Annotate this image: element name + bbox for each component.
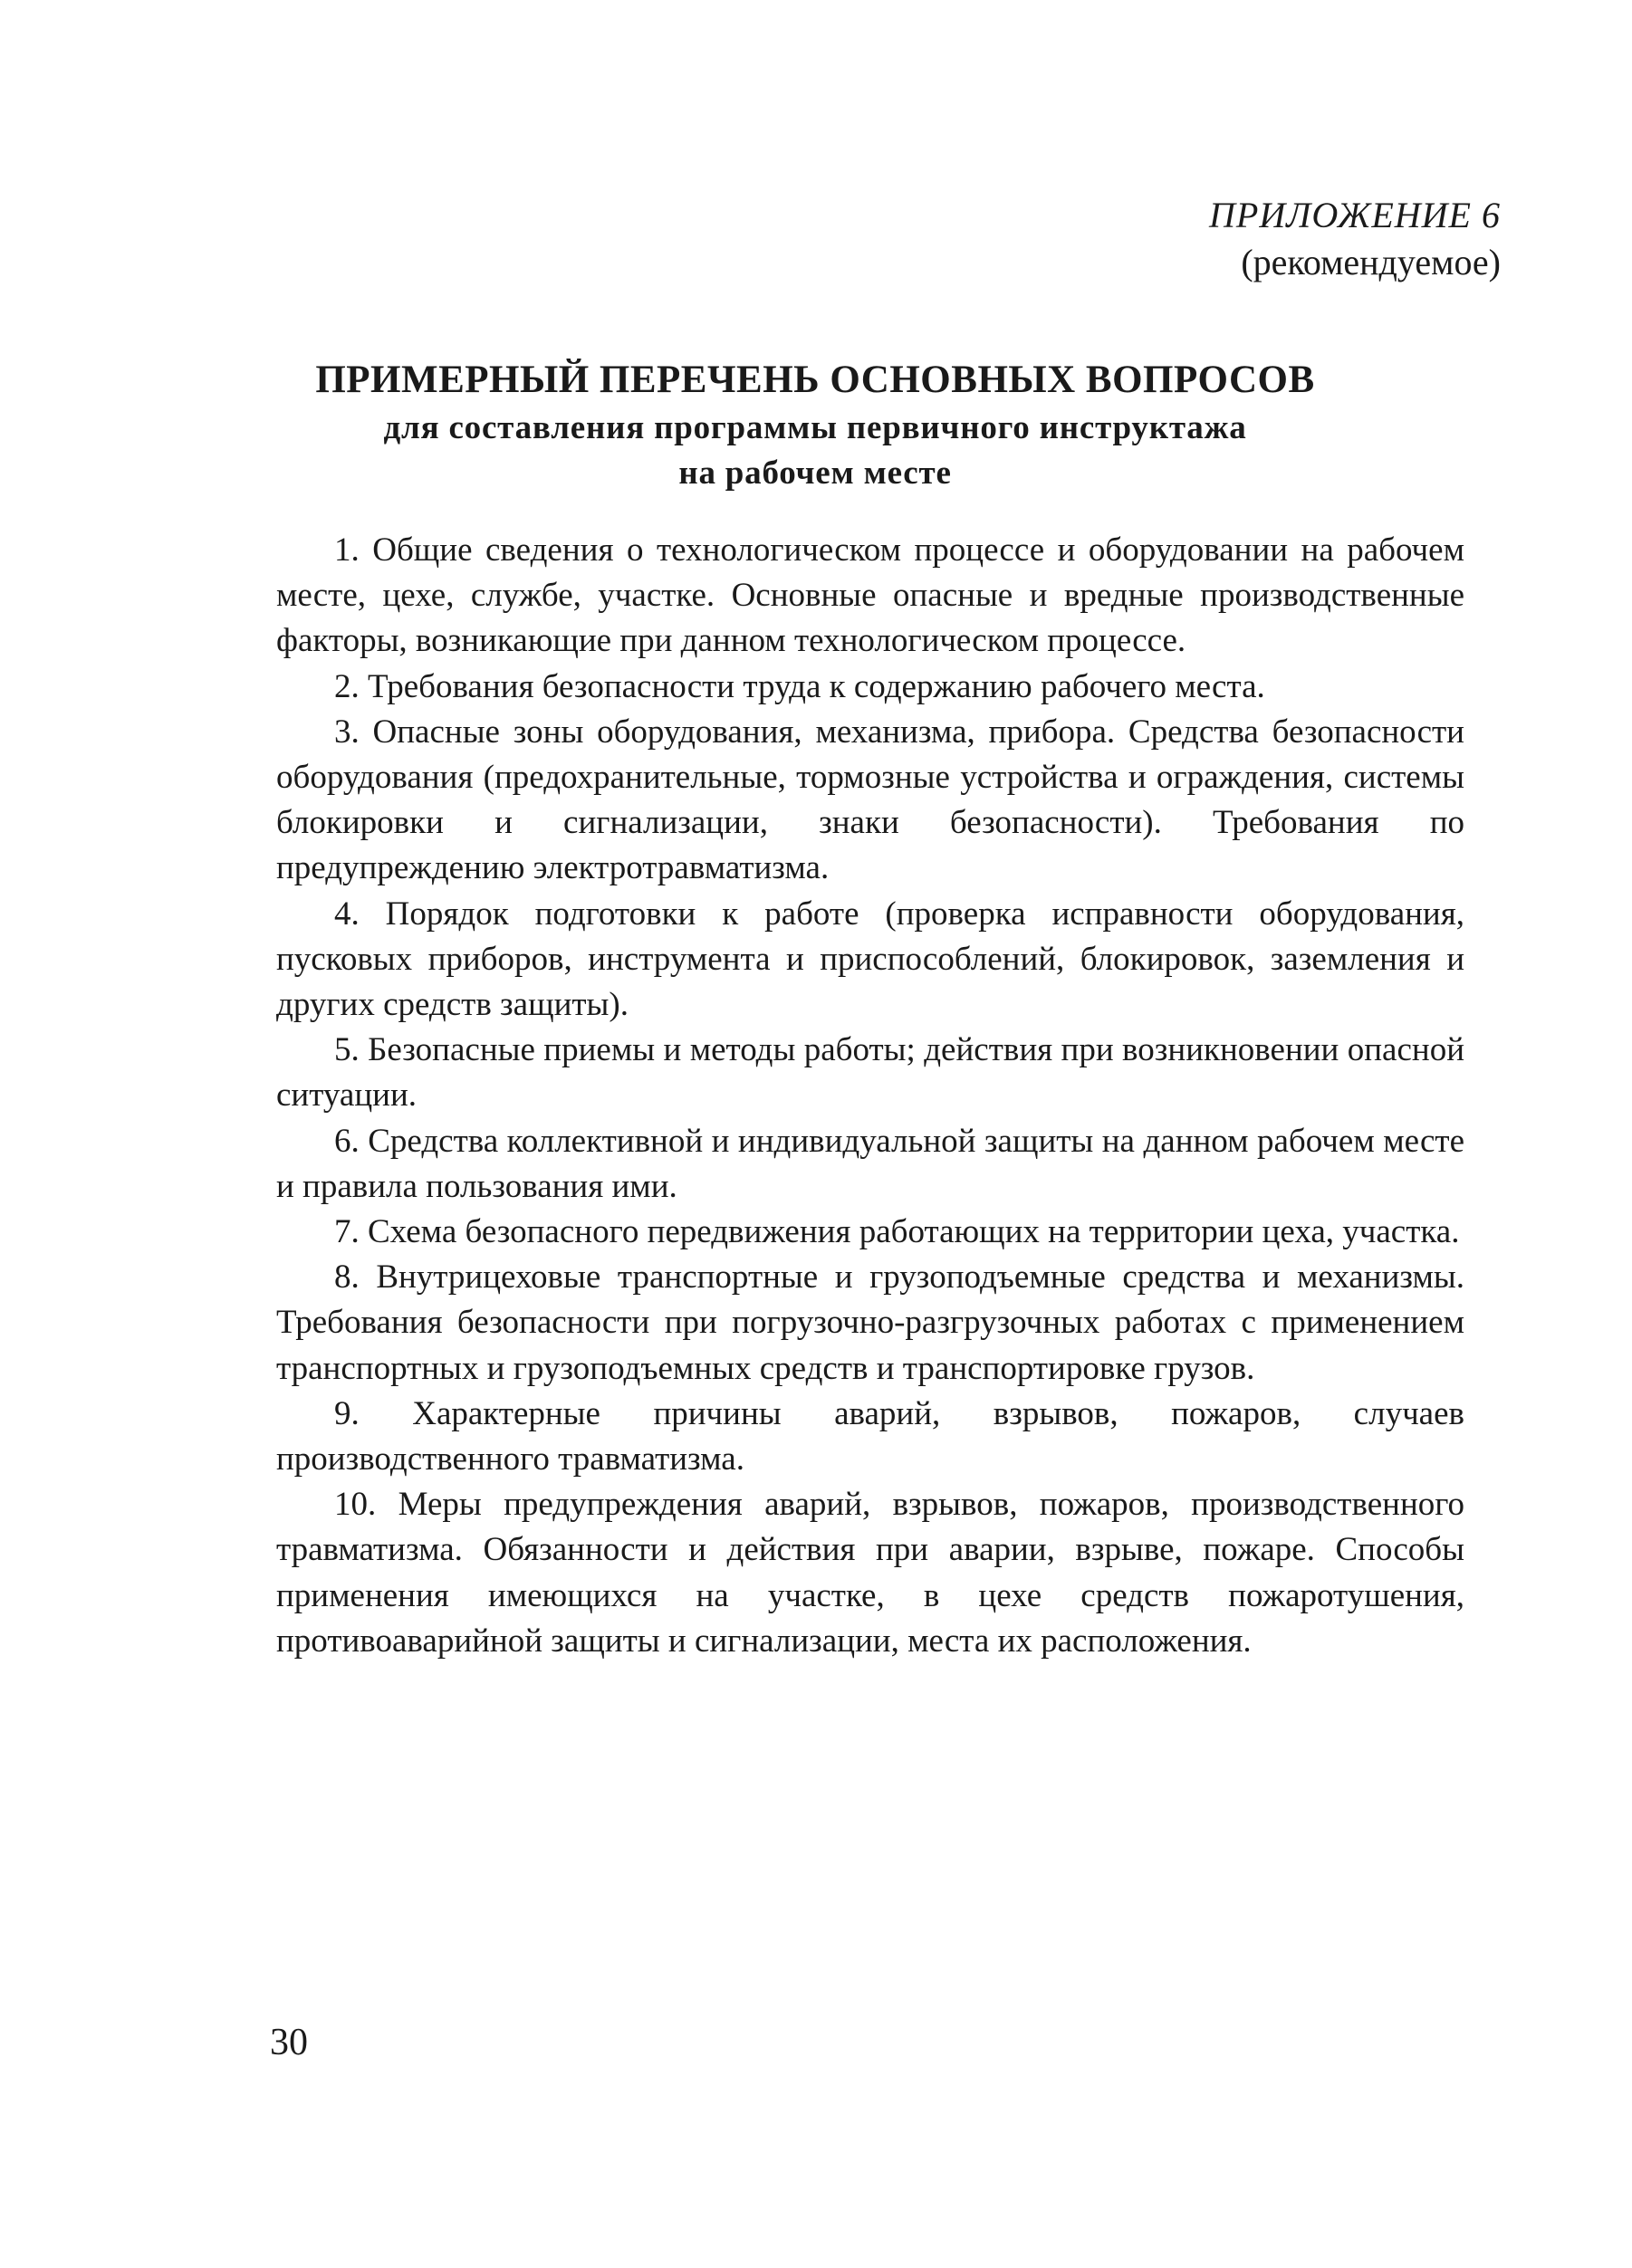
- list-item: 10. Меры предупреждения аварий, взрывов, пожаров, производственного травматизма. Обязанности и действия при аварии, взрыве, пожаре. Способы применения имеющихся на участке, в цехе средств пожаротушения, противоаварийной защиты и сигнализации, места их расположения.: [276, 1486, 1464, 1660]
- title-subtitle-line-2: на рабочем месте: [678, 455, 952, 492]
- title-main: ПРИМЕРНЫЙ ПЕРЕЧЕНЬ ОСНОВНЫХ ВОПРОСОВ: [315, 359, 1315, 401]
- list-item: 5. Безопасные приемы и методы работы; действия при возникновении опасной ситуации.: [276, 1031, 1464, 1115]
- list-item: 8. Внутрицеховые транспортные и грузоподъемные средства и механизмы. Требования безопасности при погрузочно-разгрузочных работах с применением транспортных и грузоподъемных средств и транспортировке грузов.: [276, 1258, 1464, 1387]
- list-item: 2. Требования безопасности труда к содержанию рабочего места.: [334, 667, 1265, 705]
- appendix-header: [1209, 192, 1501, 286]
- list-item: 6. Средства коллективной и индивидуальной защиты на данном рабочем месте и правила пользования ими.: [276, 1122, 1464, 1205]
- appendix-note: (рекомендуемое): [1241, 242, 1501, 282]
- appendix-label: ПРИЛОЖЕНИЕ 6: [1209, 195, 1501, 235]
- title-subtitle-line-1: для составления программы первичного инструктажа: [383, 409, 1247, 446]
- list-item: 1. Общие сведения о технологическом процессе и оборудовании на рабочем месте, цехе, службе, участке. Основные опасные и вредные производственные факторы, возникающие при данном технологическом процессе.: [276, 531, 1464, 660]
- list-item: 4. Порядок подготовки к работе (проверка исправности оборудования, пусковых приборов, инструмента и приспособлений, блокировок, заземления и других средств защиты).: [276, 895, 1464, 1024]
- page-number: 30: [270, 2022, 308, 2063]
- list-item: 9. Характерные причины аварий, взрывов, пожаров, случаев производственного травматизма.: [276, 1394, 1464, 1479]
- list-item: 3. Опасные зоны оборудования, механизма, прибора. Средства безопасности оборудования (предохранительные, тормозные устройства и ограждения, системы блокировки и сигнализации, знаки безопасности). Требования по предупреждению электротравматизма.: [276, 713, 1464, 887]
- questions-list: [276, 528, 1464, 1664]
- list-item: 7. Схема безопасного передвижения работающих на территории цеха, участка.: [334, 1213, 1460, 1251]
- document-title: [272, 355, 1358, 496]
